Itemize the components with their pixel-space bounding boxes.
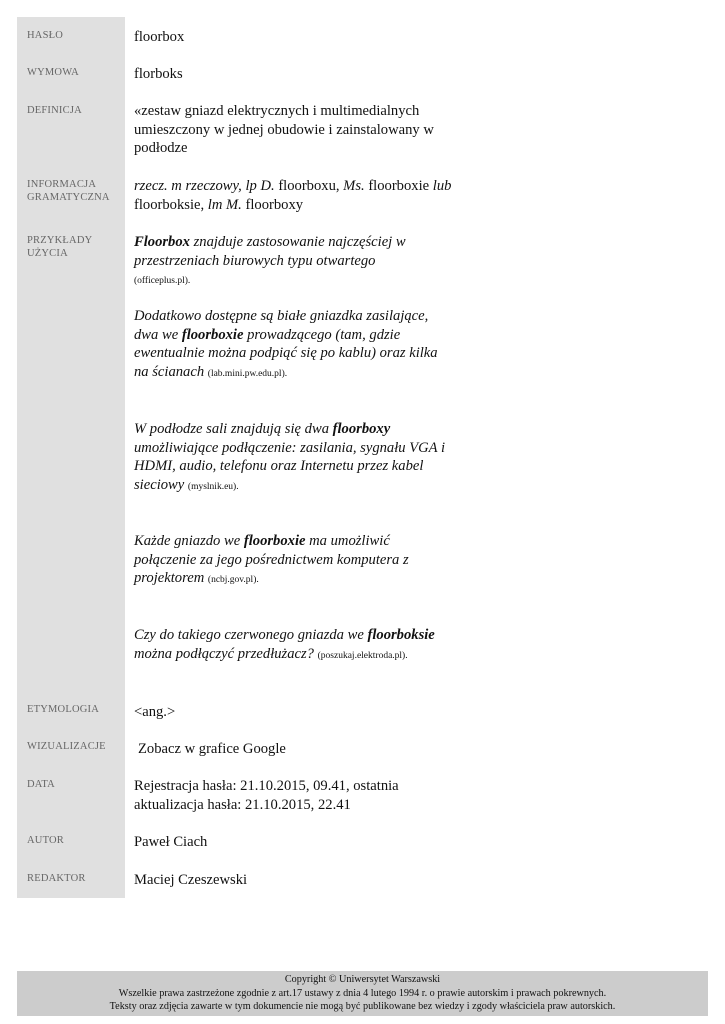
- etymology: <ang.>: [134, 704, 176, 720]
- label-sidebar: [17, 17, 125, 898]
- editor: Maciej Czeszewski: [134, 872, 248, 888]
- grammatical-info: rzecz. m rzeczowy, lp D. floorboxu, Ms. floorboxie lub floorboksie, lm M. floorboxy: [134, 178, 452, 213]
- google-images-link[interactable]: Zobacz w grafice Google: [138, 741, 286, 757]
- example-source: (myslnik.eu).: [187, 481, 239, 492]
- usage-example: Czy do takiego czerwonego gniazda we floorboksie można podłączyć przedłużacz? (poszukaj.elektroda.pl).: [134, 627, 435, 662]
- usage-example: W podłodze sali znajdują się dwa floorboxy umożliwiające podłączenie: zasilania, sygnału VGA i HDMI, audio, telefonu oraz Internetu przez kabel sieciowy (myslnik.eu).: [134, 421, 446, 493]
- label-definicja: DEFINICJA: [27, 105, 82, 116]
- label-wymowa: WYMOWA: [27, 67, 79, 78]
- pronunciation: florboks: [134, 66, 183, 82]
- usage-example: Każde gniazdo we floorboxie ma umożliwić połączenie za jego pośrednictwem komputera z projektorem (ncbj.gov.pl).: [134, 533, 409, 586]
- dates: Rejestracja hasła: 21.10.2015, 09.41, ostatnia aktualizacja hasła: 21.10.2015, 22.41: [134, 778, 399, 813]
- example-source: (lab.mini.pw.edu.pl).: [207, 368, 288, 379]
- example-source: (officeplus.pl).: [134, 276, 191, 286]
- copyright-footer: [17, 971, 708, 1016]
- headword: floorbox: [134, 29, 185, 45]
- usage-notice-line: Teksty oraz zdjęcia zawarte w tym dokumencie nie mogą być publikowane bez wiedzy i zgody właściciela praw autorskich.: [109, 1001, 616, 1012]
- label-wizualizacje: WIZUALIZACJE: [27, 741, 106, 752]
- rights-line: Wszelkie prawa zastrzeżone zgodnie z art.17 ustawy z dnia 4 lutego 1994 r. o prawie autorskim i prawach pokrewnych.: [118, 987, 607, 999]
- example-source: (poszukaj.elektroda.pl).: [317, 650, 408, 661]
- label-informacja-gramatyczna: INFORMACJA GRAMATYCZNA: [27, 179, 110, 203]
- definition: «zestaw gniazd elektrycznych i multimedialnych umieszczony w jednej obudowie i zainstalowany w podłodze: [134, 103, 434, 156]
- label-redaktor: REDAKTOR: [27, 873, 86, 884]
- label-autor: AUTOR: [27, 835, 64, 846]
- usage-example: Dodatkowo dostępne są białe gniazdka zasilające, dwa we floorboxie prowadzącego (tam, gdzie ewentualnie można podpiąć się po kablu) oraz kilka na ścianach (lab.mini.pw.edu.pl).: [134, 308, 438, 380]
- usage-example: Floorbox znajduje zastosowanie najczęściej w przestrzeniach biurowych typu otwartego (officeplus.pl).: [134, 234, 406, 286]
- label-etymologia: ETYMOLOGIA: [27, 704, 99, 715]
- label-data: DATA: [27, 779, 55, 790]
- copyright-line: Copyright © Uniwersytet Warszawski: [284, 974, 441, 985]
- label-przyklady-uzycia: PRZYKŁADY UŻYCIA: [27, 235, 93, 259]
- example-source: (ncbj.gov.pl).: [207, 575, 259, 585]
- author: Paweł Ciach: [134, 834, 208, 850]
- label-haslo: HASŁO: [27, 30, 64, 41]
